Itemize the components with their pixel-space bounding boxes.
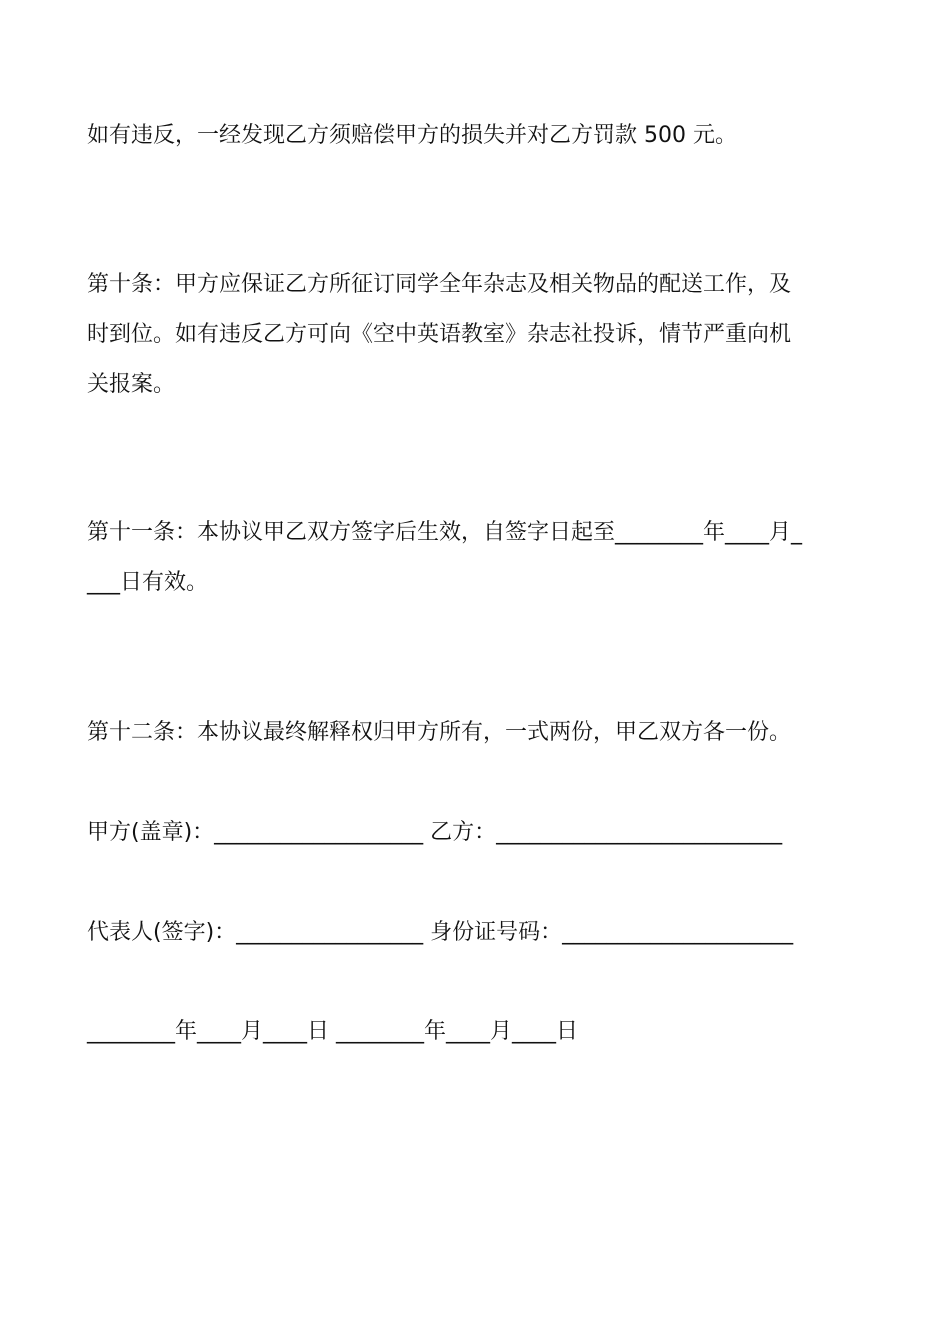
signature-line-representative: 代表人(签字)：_________________ 身份证号码：_____________________ bbox=[87, 920, 794, 945]
text-line-article-10-part-2: 时到位。如有违反乙方可向《空中英语教室》杂志社投诉，情节严重向机 bbox=[87, 322, 792, 347]
text-line-article-11-part-2: ___日有效。 bbox=[87, 570, 209, 595]
text-line-article-11-part-1: 第十一条：本协议甲乙双方签字后生效，自签字日起至________年____月_ bbox=[87, 520, 803, 545]
text-line-article-12: 第十二条：本协议最终解释权归甲方所有，一式两份，甲乙双方各一份。 bbox=[87, 720, 792, 745]
signature-line-parties: 甲方(盖章)：___________________ 乙方：__________________________ bbox=[87, 820, 783, 845]
text-line-article-10-part-3: 关报案。 bbox=[87, 372, 176, 397]
text-line-penalty: 如有违反，一经发现乙方须赔偿甲方的损失并对乙方罚款 500 元。 bbox=[87, 123, 737, 148]
signature-line-dates: ________年____月____日 ________年____月____日 bbox=[87, 1019, 578, 1044]
text-line-article-10-part-1: 第十条：甲方应保证乙方所征订同学全年杂志及相关物品的配送工作，及 bbox=[87, 272, 792, 297]
